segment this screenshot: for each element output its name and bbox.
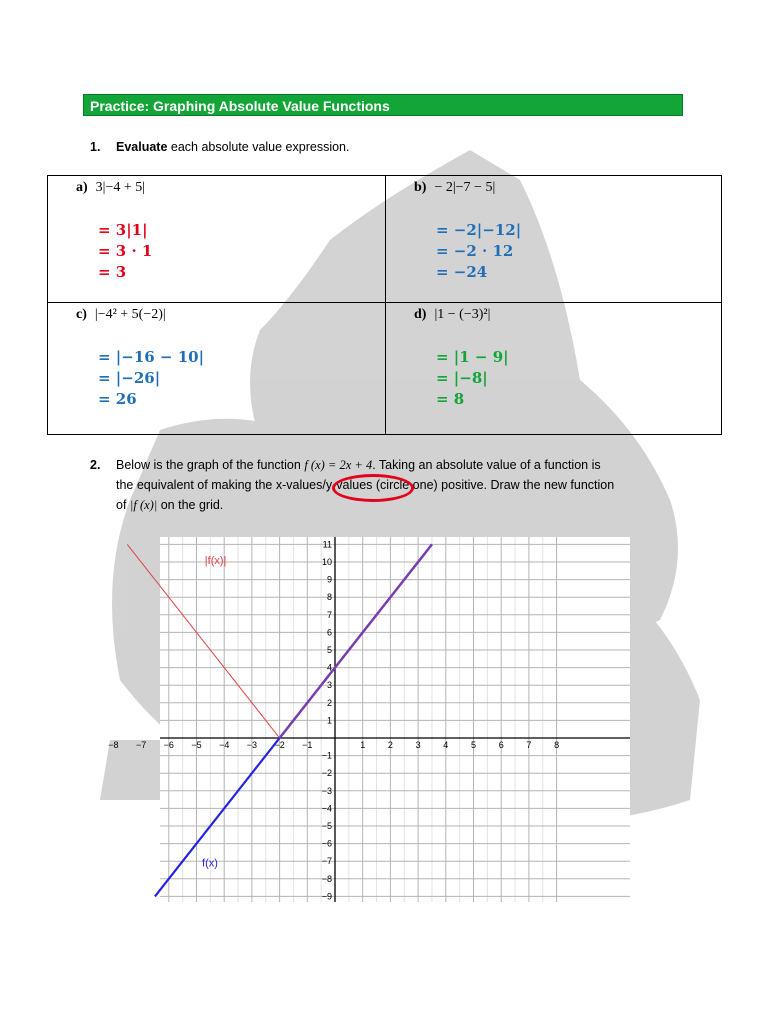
question-text: . Taking an absolute value of a function is <box>372 458 601 472</box>
y-tick-label: −6 <box>321 838 332 849</box>
y-tick-label: 6 <box>326 627 332 638</box>
problem-expression: |1 − (−3)²| <box>434 307 491 322</box>
question-text: (circle one) positive. Draw the new function <box>372 478 615 492</box>
abs-function: |f (x)| <box>129 498 158 512</box>
x-tick-label: −5 <box>191 740 202 750</box>
solution-step: = −2|−12| <box>436 221 522 239</box>
x-tick-label: −1 <box>302 740 313 750</box>
solution-step: = 3|1| <box>98 221 148 239</box>
solution-step: = 26 <box>98 390 137 408</box>
x-tick-label: 3 <box>415 740 421 750</box>
question-number: 2. <box>90 458 101 472</box>
y-tick-label: 3 <box>326 680 332 691</box>
y-tick-label: 10 <box>321 557 332 567</box>
y-tick-label: 9 <box>326 574 332 585</box>
problem-expression: 3|−4 + 5| <box>95 180 146 195</box>
problem-label: c) <box>76 307 87 322</box>
x-tick-label: −4 <box>219 740 230 750</box>
solution-step: = −24 <box>436 263 488 281</box>
y-tick-label: 1 <box>326 715 332 726</box>
x-tick-label: −3 <box>246 740 258 750</box>
x-tick-label: −6 <box>163 740 174 750</box>
x-tick-label: 8 <box>554 740 560 750</box>
problem-b <box>386 176 721 303</box>
y-tick-label: −8 <box>321 873 332 884</box>
x-tick-label: 5 <box>470 740 477 750</box>
question-bold: Evaluate <box>116 140 168 154</box>
y-tick-label: −5 <box>321 821 332 831</box>
y-tick-label: 5 <box>326 645 332 655</box>
solution-step: = −2 · 12 <box>436 242 514 260</box>
question-text: each absolute value expression. <box>167 140 350 154</box>
problem-d <box>386 303 721 434</box>
y-tick-label: 2 <box>326 697 332 708</box>
solution-step: = 3 · 1 <box>98 242 153 260</box>
question-text: on the grid. <box>157 498 224 512</box>
problem-label: b) <box>414 180 427 195</box>
answer-circle <box>332 474 414 502</box>
problem-expression: − 2|−7 − 5| <box>434 180 496 195</box>
solution-step: = |−8| <box>436 369 488 387</box>
x-tick-label: 4 <box>443 740 449 750</box>
question-text: the equivalent of making the <box>116 478 276 492</box>
x-tick-label: 6 <box>498 740 504 750</box>
question-1 <box>90 137 349 157</box>
problem-label: a) <box>76 180 88 195</box>
x-tick-label: −7 <box>135 740 147 750</box>
y-tick-label: 4 <box>326 662 332 673</box>
solution-step: = |−26| <box>98 369 161 387</box>
y-tick-label: 11 <box>322 539 332 550</box>
solution-step: = 8 <box>436 390 465 408</box>
x-tick-label: 2 <box>387 740 393 750</box>
choice-text[interactable]: x-values/y-values <box>275 478 373 492</box>
solution-step: = |1 − 9| <box>436 348 509 366</box>
x-tick-label: −2 <box>274 740 285 750</box>
solution-step: = 3 <box>98 263 127 281</box>
y-tick-label: −2 <box>321 768 332 779</box>
y-tick-label: −3 <box>321 785 332 796</box>
abs-fx-label: |f(x)| <box>204 554 227 567</box>
problem-a <box>48 176 386 303</box>
y-tick-label: −1 <box>321 750 332 761</box>
problems-table <box>47 175 722 435</box>
y-tick-label: 7 <box>326 609 332 620</box>
question-text: Below is the graph of the function <box>116 458 305 472</box>
problem-c <box>48 303 386 434</box>
y-tick-label: −4 <box>321 803 332 814</box>
problem-label: d) <box>414 307 427 322</box>
y-tick-label: −7 <box>321 856 332 867</box>
y-tick-label: 8 <box>326 592 332 603</box>
solution-step: = |−16 − 10| <box>98 348 205 366</box>
fx-label: f(x) <box>202 857 218 870</box>
y-tick-label: −9 <box>321 891 332 902</box>
function-formula: f (x) = 2x + 4 <box>304 458 373 472</box>
x-tick-label: −8 <box>108 740 119 750</box>
coordinate-graph <box>108 537 630 902</box>
x-tick-label: 1 <box>360 740 366 750</box>
x-tick-label: 7 <box>526 740 532 750</box>
question-number: 1. <box>90 140 101 154</box>
question-text: of <box>116 498 130 512</box>
section-banner: Practice: Graphing Absolute Value Functions <box>83 94 683 116</box>
problem-expression: |−4² + 5(−2)| <box>94 307 166 322</box>
